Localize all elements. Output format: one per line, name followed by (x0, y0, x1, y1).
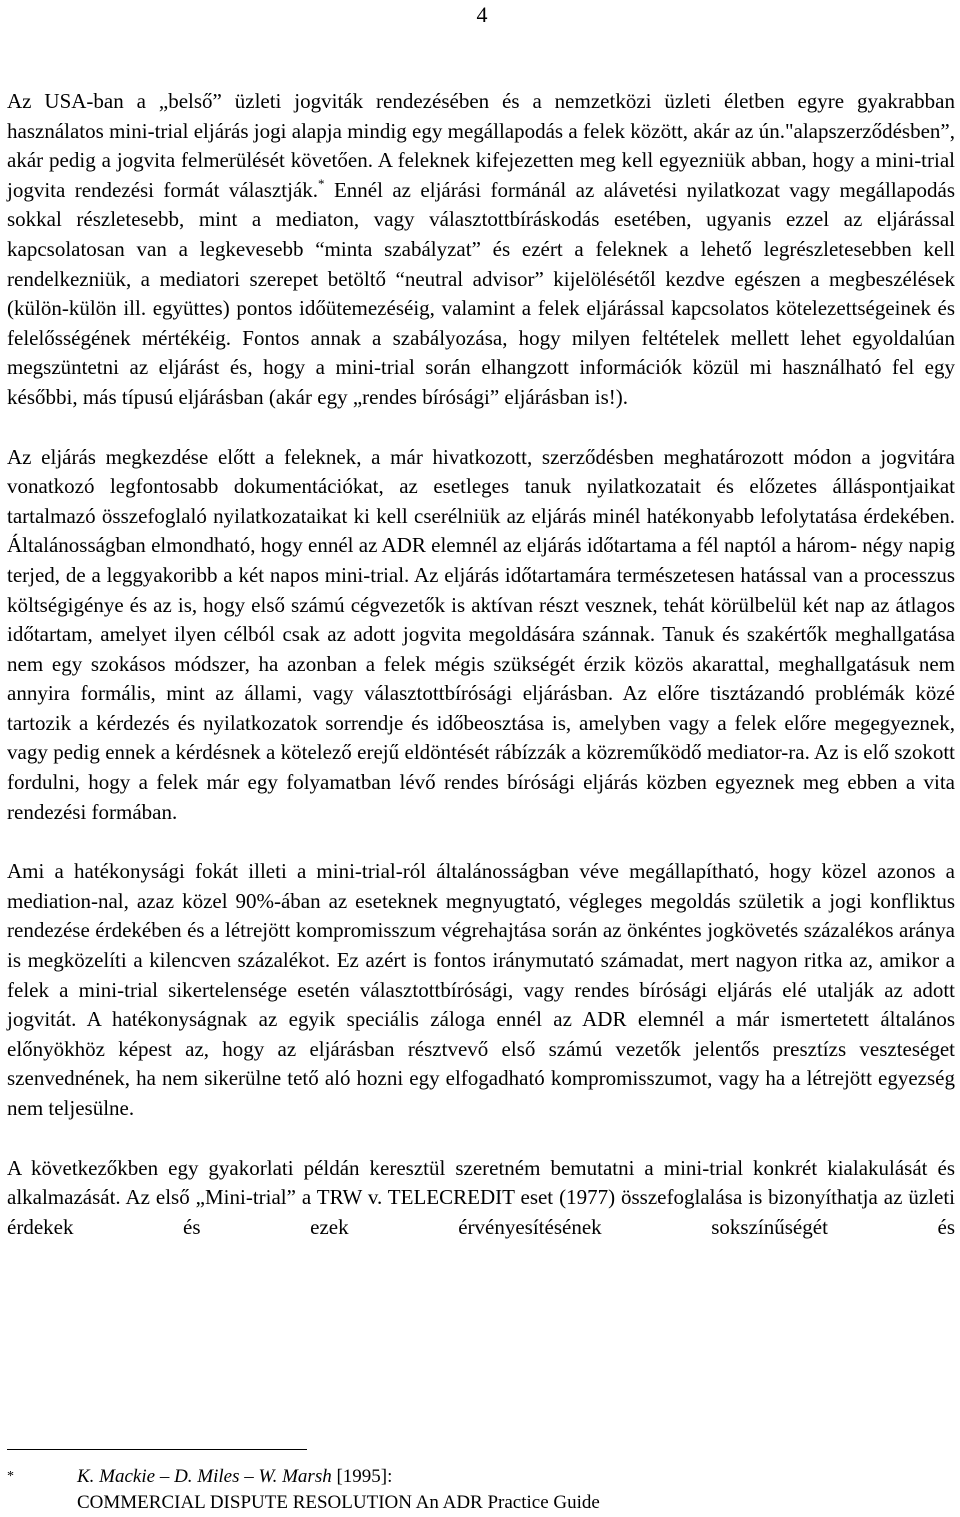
page-number: 4 (476, 2, 488, 27)
paragraph-text: Ami a hatékonysági fokát illeti a mini-trial-ról általánosságban véve megállapítható, hogy közel azonos a mediation-nal, azaz közel 90%-ában az eseteknek megnyugtató, végleges megoldás születik a jogi konfliktus rendezése érdekében és a létrejött kompromisszum végrehajtása során az önkéntes jogkövetés százalékos aránya is megközelíti a kilencven százalékot. Ez azért is fontos iránymutató számadat, mert nagyon ritka az, amikor a felek a mini-trial sikertelensége esetén választottbírósági, vagy rendes bírósági eljárás elé utalják az adott jogvitát. A hatékonyságnak az egyik speciális záloga ennél az ADR elemnél a már ismertetett általános előnyökhöz képest az, hogy az eljárásban résztvevő első számú vezetők jelentős presztízs veszteséget szenvednének, ha nem sikerülne tető aló hozni egy elfogadható kompromisszumot, vagy ha a létrejött egyezség nem teljesülne. (7, 859, 955, 1120)
paragraph-text: Ennél az eljárási formánál az alávetési nyilatkozat vagy megállapodás sokkal részletesebb, mint a mediaton, vagy választottbíráskodás esetében, ugyanis ezzel az eljárással kapcsolatosan van a legkevesebb “minta szabályzat” és ezért a feleknek a lehető legrészletesebben kell rendelkezniük, a mediatori szerepet betöltő “neutral advisor” kijelölésétől kezdve egészen a megbeszélések (külön-külön ill. együttes) pontos időütemezéséig, valamint a felek eljárással kapcsolatos kötelezettségeinek és felelősségének mértékéig. Fontos annak a szabályozása, hogy milyen feltételek mellett lehet egyoldalúan megszüntetni az eljárást és, hogy a mini-trial során elhangzott információk közül mi használható fel egy későbbi, más típusú eljárásban (akár egy „rendes bírósági” eljárásban is!). (7, 177, 956, 409)
paragraph-text: Az eljárás megkezdése előtt a feleknek, a már hivatkozott, szerződésben meghatározott módon a jogvitára vonatkozó legfontosabb dokumentációkat, az esetleges tanuk nyilatkozatait és előzetes álláspontjaikat tartalmazó összefoglaló nyilatkozataikat ki kell cserélniük az eljárás minél hatékonyabb lefolytatása érdekében. Általánosságban elmondható, hogy ennél az ADR elemnél az eljárás időtartama a fél naptól a három- négy napig terjed, de a leggyakoribb a két napos mini-trial. Az eljárás időtartamára természetesen hatással van a processzus költségigénye és az is, hogy első számú cégvezetők is aktívan részt vesznek, tehát körülbelül két nap az átlagos időtartam, amelyet ilyen célból csak az adott jogvita megoldására szánnak. Tanuk és szakértők meghallgatása nem egy szokásos módszer, ha azonban a felek mégis szükségét érzik közös akarattal, meghallgatásuk nem annyira formális, mint az állami, vagy választottbírósági eljárásban. Az előre tisztázandó problémák közé tartozik a kérdezés és nyilatkozatok sorrendje és időbeosztása is, amelyben vagy a felek előre megegyeznek, vagy pedig ennek a kérdésnek a kötelező erejű eldöntését rábízzák a közreműködő mediator-ra. Az is elő szokott fordulni, hogy a felek már egy folyamatban lévő rendes bírósági eljárás közben egyeznek meg ebben a vita rendezési formában. (7, 444, 955, 824)
footnote-year: [1995]: (336, 1466, 393, 1487)
footnote-citation (7, 1464, 947, 1490)
footnote-separator (7, 1449, 307, 1450)
paragraph-text: Az USA-ban a „belső” üzleti jogviták rendezésében és a nemzetközi üzleti életben egyre gyakrabban használatos mini-trial eljárás jogi alapja mindig egy megállapodás a felek között, akár az ún."alapszerződésben”, akár pedig a jogvita felmerülését követően. A feleknek kifejezetten meg kell egyezniük abban, hogy a mini-trial jogvita rendezési formát választják. (7, 89, 955, 202)
body-text (7, 87, 955, 1242)
footnote-marker: * (7, 1469, 14, 1484)
footnote-authors: K. Mackie – D. Miles – W. Marsh (77, 1466, 332, 1487)
footnote-reference[interactable]: * (318, 175, 325, 191)
paragraph (7, 857, 955, 1123)
footnote (7, 1464, 947, 1516)
footnote-book-title: COMMERCIAL DISPUTE RESOLUTION An ADR Practice Guide (77, 1492, 600, 1513)
paragraph-text: A következőkben egy gyakorlati példán keresztül szeretném bemutatni a mini-trial konkrét kialakulását és alkalmazását. Az első „Mini-trial” a TRW v. TELECREDIT eset (1977) összefoglalása is bizonyíthatja az üzleti érdekek és ezek érvényesítésének sokszínűségét és (7, 1155, 955, 1239)
paragraph (7, 1154, 955, 1243)
paragraph (7, 87, 955, 413)
paragraph (7, 443, 955, 828)
